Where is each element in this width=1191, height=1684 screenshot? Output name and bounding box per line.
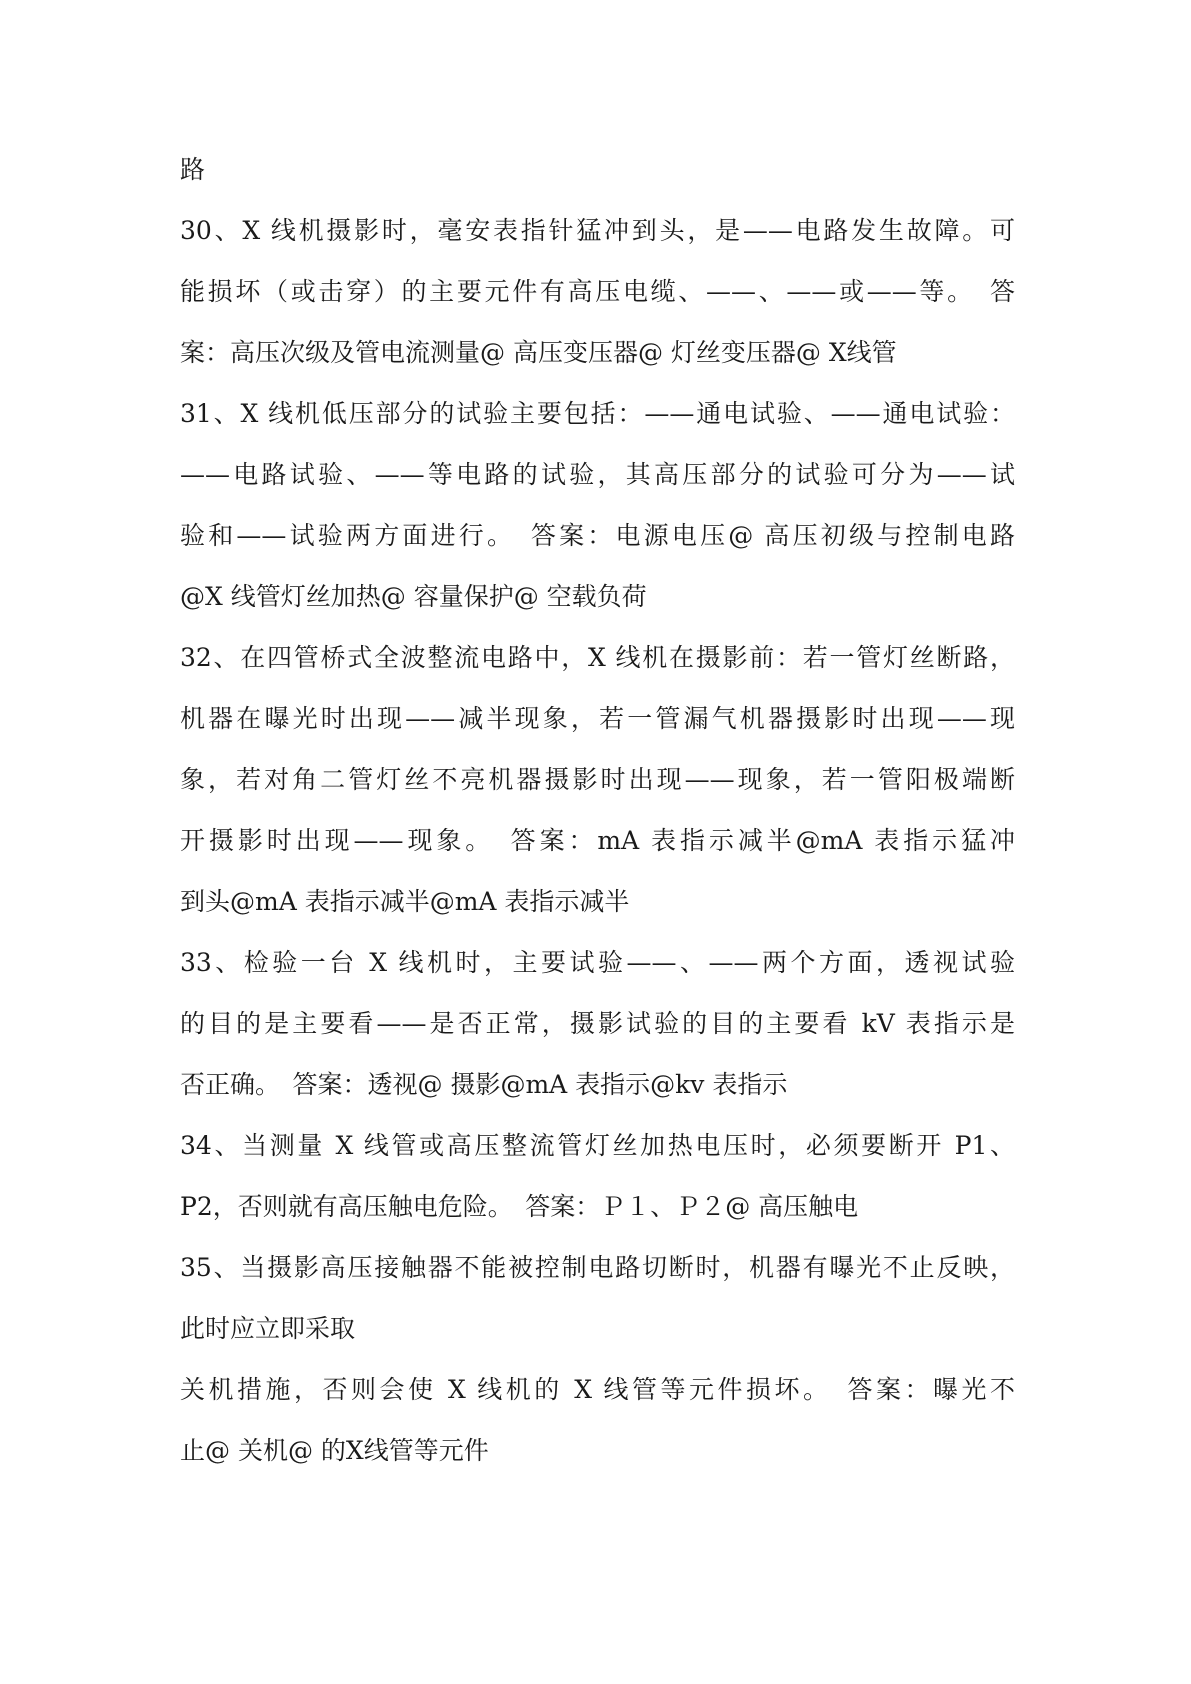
text-line-20: 此时应立即采取 <box>180 1314 356 1343</box>
text-line-16: 否正确。 答案：透视@ 摄影@mA 表指示@kv 表指示 <box>180 1070 788 1099</box>
text-line-13: 到头@mA 表指示减半@mA 表指示减半 <box>180 887 630 916</box>
text-line-9: 32、在四管桥式全波整流电路中，X 线机在摄影前：若一管灯丝断路， <box>180 643 1015 672</box>
document-body <box>180 150 1015 1492</box>
text-line-15: 的目的是主要看——是否正常，摄影试验的目的主要看 kV 表指示是 <box>180 1009 1015 1038</box>
text-line-19: 35、当摄影高压接触器不能被控制电路切断时，机器有曝光不止反映， <box>180 1253 1015 1282</box>
text-line-2: 30、X 线机摄影时，毫安表指针猛冲到头，是——电路发生故障。可 <box>180 216 1015 245</box>
text-line-3: 能损坏（或击穿）的主要元件有高压电缆、——、——或——等。 答 <box>180 277 1015 306</box>
text-line-1: 路 <box>180 155 206 184</box>
text-line-6: ——电路试验、——等电路的试验，其高压部分的试验可分为——试 <box>180 460 1015 489</box>
text-line-14: 33、检验一台 X 线机时，主要试验——、——两个方面，透视试验 <box>180 948 1015 977</box>
text-line-8: @X 线管灯丝加热@ 容量保护@ 空载负荷 <box>180 582 647 611</box>
text-line-12: 开摄影时出现——现象。 答案：mA 表指示减半@mA 表指示猛冲 <box>180 826 1015 855</box>
text-line-17: 34、当测量 X 线管或高压整流管灯丝加热电压时，必须要断开 P1、 <box>180 1131 1015 1160</box>
text-line-5: 31、X 线机低压部分的试验主要包括：——通电试验、——通电试验： <box>180 399 1015 428</box>
text-line-10: 机器在曝光时出现——减半现象，若一管漏气机器摄影时出现——现 <box>180 704 1015 733</box>
text-line-21: 关机措施，否则会使 X 线机的 X 线管等元件损坏。 答案：曝光不 <box>180 1375 1015 1404</box>
text-line-22: 止@ 关机@ 的X线管等元件 <box>180 1436 489 1465</box>
text-line-18: P2，否则就有高压触电危险。 答案：Ｐ１、Ｐ２@ 高压触电 <box>180 1192 859 1221</box>
text-line-4: 案：高压次级及管电流测量@ 高压变压器@ 灯丝变压器@ X线管 <box>180 338 897 367</box>
text-line-7: 验和——试验两方面进行。 答案：电源电压@ 高压初级与控制电路 <box>180 521 1015 550</box>
text-line-11: 象，若对角二管灯丝不亮机器摄影时出现——现象，若一管阳极端断 <box>180 765 1015 794</box>
